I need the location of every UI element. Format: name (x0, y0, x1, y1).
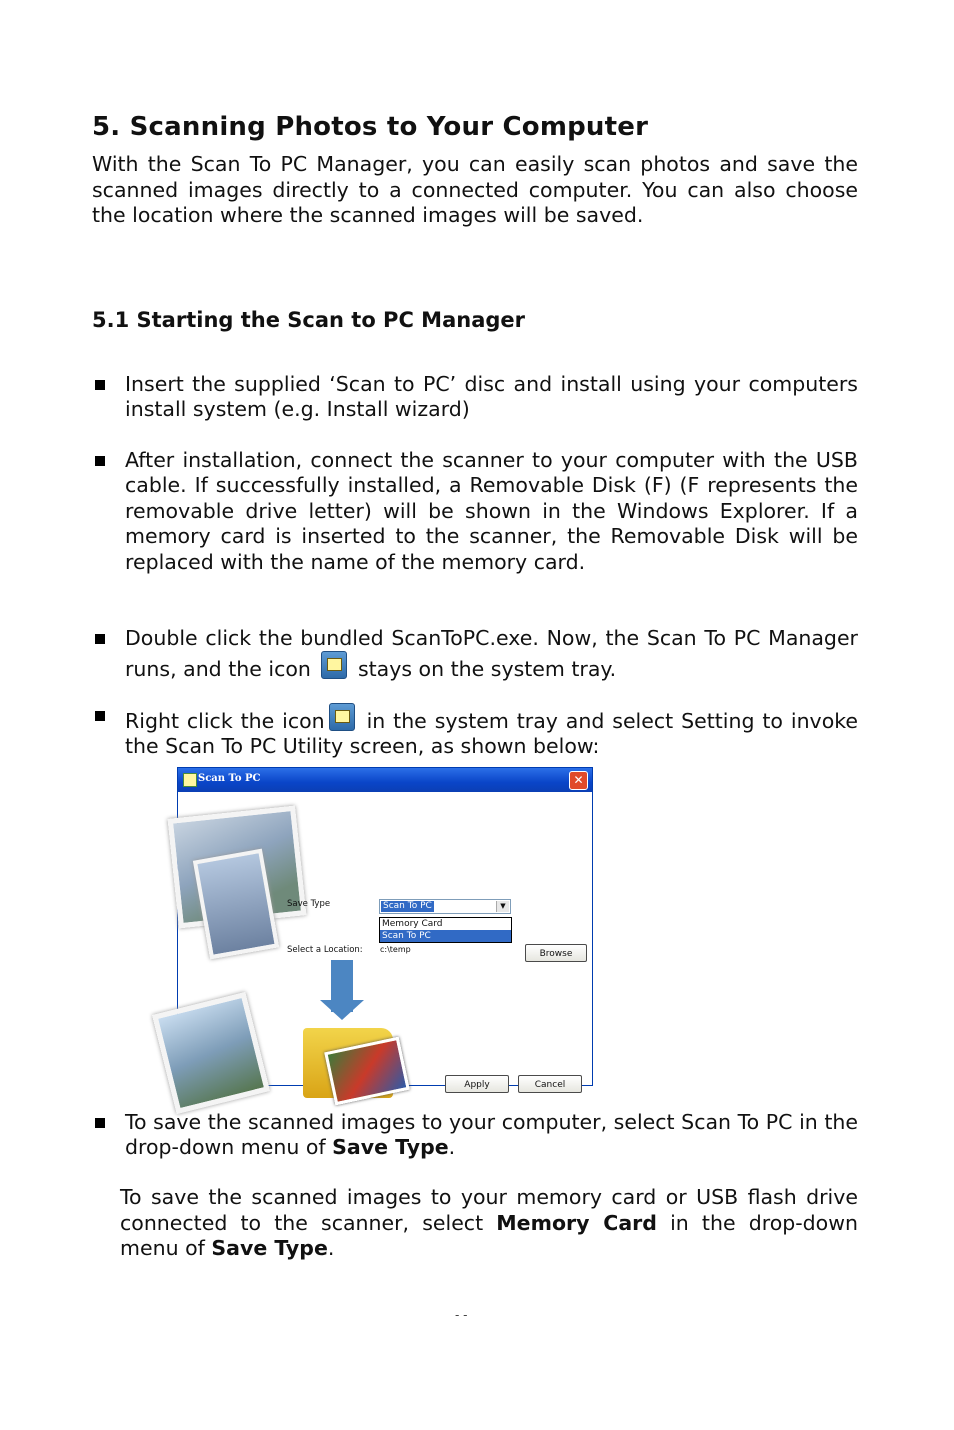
note-text-part: . (327, 1236, 335, 1261)
location-field[interactable]: c:\temp (380, 945, 411, 954)
bullet-text-part: Right click the icon (125, 709, 325, 733)
dialog-titlebar (178, 768, 592, 792)
bullet-text-part: stays on the system tray. (357, 657, 617, 682)
dropdown-option-scan-to-pc[interactable]: Scan To PC (380, 930, 511, 942)
bullet-square-icon (95, 380, 105, 390)
bullet-text-part: in the system tray and select Setting to invoke the Scan To PC Utility screen, as shown below: (125, 709, 858, 759)
decorative-photo (152, 992, 270, 1114)
bullet-square-icon (95, 1118, 105, 1128)
bullet-text: Insert the supplied ‘Scan to PC’ disc and install using your computers install system (e.g. Install wizard) (125, 372, 858, 422)
bold-term: Memory Card (496, 1210, 657, 1235)
dialog-title: Scan To PC (198, 773, 261, 784)
scan-to-pc-tray-icon (321, 651, 347, 679)
cancel-button[interactable]: Cancel (518, 1075, 582, 1093)
bullet-square-icon (95, 634, 105, 644)
browse-button[interactable]: Browse (525, 944, 587, 962)
save-type-dropdown-list (379, 917, 512, 943)
app-icon (183, 773, 197, 787)
note-text-part: To save the scanned images to your memory card or USB flash drive connected to the scanner, select (120, 1185, 858, 1235)
dialog-client-area (181, 792, 589, 1090)
note-paragraph (120, 1185, 858, 1262)
bullet-text-part: Double click the bundled ScanToPC.exe. Now, the Scan To PC Manager runs, and the icon (125, 626, 858, 682)
subsection-title: 5.1 Starting the Scan to PC Manager (92, 308, 525, 332)
bold-term: Save Type (332, 1135, 449, 1160)
page-number: - - (455, 1308, 468, 1322)
apply-button[interactable]: Apply (445, 1075, 509, 1093)
scan-to-pc-tray-icon (329, 703, 355, 731)
note-text-part: in the drop-down menu of (120, 1210, 858, 1261)
bullet-square-icon (95, 711, 105, 721)
bullet-text-part: To save the scanned images to your computer, select Scan To PC in the drop-down menu of (125, 1110, 858, 1160)
bullet-item (92, 372, 858, 423)
bullet-text (125, 1110, 858, 1161)
bullet-item (92, 626, 858, 683)
bullet-text (125, 703, 858, 760)
bullet-item (92, 703, 858, 760)
bold-term: Save Type (211, 1236, 328, 1261)
download-arrow-icon (331, 960, 353, 1012)
scan-to-pc-dialog (177, 767, 593, 1090)
location-label: Select a Location: (287, 945, 363, 955)
save-type-select[interactable] (379, 899, 511, 914)
intro-paragraph: With the Scan To PC Manager, you can easily scan photos and save the scanned images directly to a connected computer. You can also choose the location where the scanned images will be saved. (92, 152, 858, 228)
section-title: 5. Scanning Photos to Your Computer (92, 112, 649, 142)
save-type-selected-value: Scan To PC (383, 901, 432, 911)
bullet-item (92, 1110, 858, 1161)
bullet-text (125, 626, 858, 683)
bullet-square-icon (95, 456, 105, 466)
close-button[interactable]: ✕ (569, 771, 588, 790)
bullet-text-part: . (448, 1135, 456, 1160)
chevron-down-icon[interactable]: ▼ (496, 901, 509, 912)
bullet-text: After installation, connect the scanner to your computer with the USB cable. If successfully installed, a Removable Disk (F) (F represents the removable drive letter) will be shown in the Windows Explorer. If a memory card is inserted to the scanner, the Removable Disk will be replaced with the name of the memory card. (125, 448, 858, 574)
dropdown-option-memory-card[interactable]: Memory Card (382, 919, 443, 929)
bullet-item (92, 448, 858, 575)
save-type-label: Save Type (287, 899, 331, 909)
